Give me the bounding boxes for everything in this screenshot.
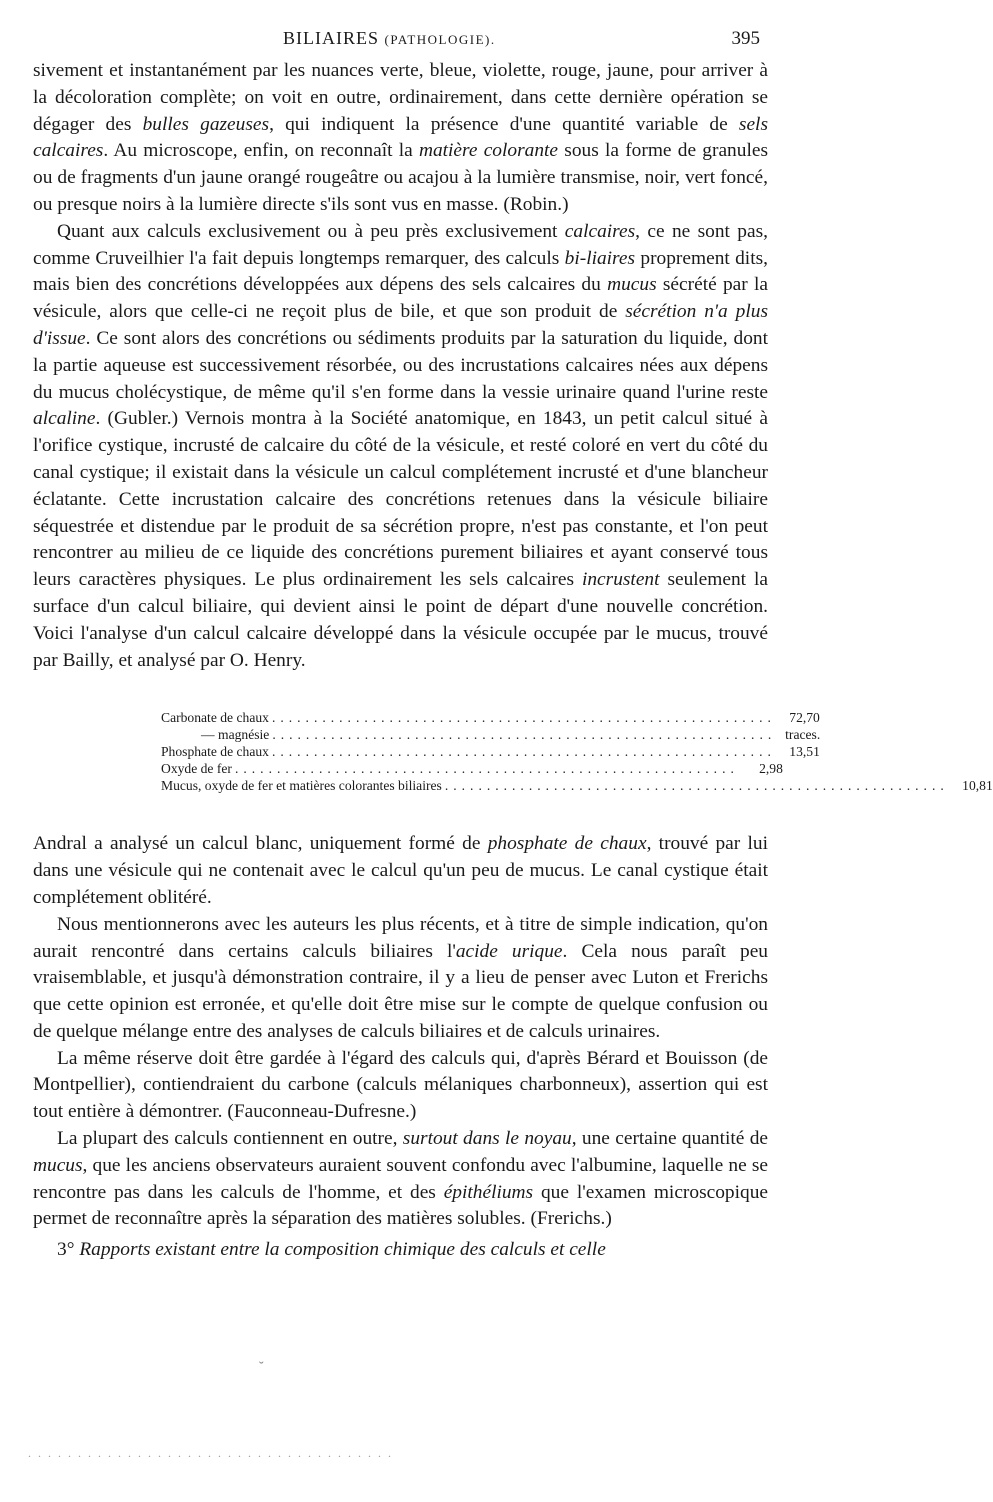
text-run: Quant aux calculs exclusivement ou à peu près exclusivement <box>57 220 565 242</box>
text-run: sivement et instantanément par les nuances verte, bleue, violette, rouge, jaune, pour arriver à la décoloration complète; on voit en outre, ordinairement, dans cette dernière opération se dégager des <box>33 60 768 135</box>
italic-phrase: surtout dans le noyau <box>402 1128 572 1150</box>
analysis-row <box>161 727 821 744</box>
italic-phrase: phosphate de chaux <box>487 833 647 855</box>
italic-phrase: matière colorante <box>418 140 559 162</box>
analysis-value: 10,81 <box>962 777 993 793</box>
running-head-title: BILIAIRES <box>283 28 379 48</box>
dot-leader: ............................................................ <box>271 743 776 759</box>
italic-phrase: bi-liaires <box>564 247 636 269</box>
text-run: . (Gubler.) Vernois montra à la Société anatomique, en 1843, un petit calcul situé à l'orifice cystique, incrusté de calcaire du côté de la vésicule, et resté coloré en vert du côté du canal cystique; il existait dans la vésicule un calcul complétement incrusté et d'une blancheur éclatante. Cette incrustation calcaire des concrétions retenues dans la vésicule biliaire séquestrée et distendue par le produit de sa sécrétion propre, n'est pas constante, et l'on peut rencontrer au milieu de ce liquide des concrétions purement biliaires et ayant conservé tous leurs caractères physiques. Le plus ordinairement les sels calcaires <box>33 408 768 591</box>
text-run: . Ce sont alors des concrétions ou sédiments produits par la saturation du liquide, dont la partie aqueuse est successivement résorbée, ou des incrustations calcaires nées aux dépens du mucus cholécystique, de même qu'il s'en forme dans la vessie urinaire quand l'urine reste <box>33 327 768 403</box>
analysis-label: Carbonate de chaux <box>161 710 269 726</box>
italic-phrase: calcaires <box>564 220 636 242</box>
analysis-row <box>161 743 820 761</box>
italic-phrase: bulles gazeuses <box>142 113 270 135</box>
body-text-lower <box>33 831 768 1264</box>
analysis-label: Oxyde de fer <box>161 760 232 776</box>
text-run: , que les anciens observateurs auraient souvent confondu avec l'albumine, laquelle ne se rencontre pas dans les calculs de l'homme, et des <box>33 1154 768 1203</box>
dot-leader: ............................................................ <box>234 760 739 776</box>
print-artifact: ˘ <box>259 1360 264 1375</box>
text-run: La plupart des calculs contiennent en outre, <box>57 1128 403 1150</box>
book-page <box>33 28 993 1264</box>
analysis-value: 2,98 <box>759 760 783 776</box>
text-run: , trouvé par lui dans une vésicule qui ne contenait avec le calcul qu'un peu de mucus. Le canal cystique était complétement oblitéré. <box>33 833 768 908</box>
italic-phrase: mucus <box>33 1154 83 1176</box>
analysis-table <box>161 710 993 794</box>
text-run: 3° <box>57 1239 80 1261</box>
analysis-row <box>161 760 783 778</box>
text-run: proprement dits, mais bien des concrétions développées aux dépens des sels calcaires du <box>33 247 768 296</box>
analysis-value: traces. <box>785 727 821 743</box>
paragraph <box>33 831 768 911</box>
paragraph <box>33 912 768 1046</box>
dot-leader: ............................................................ <box>444 777 949 793</box>
italic-phrase: sécrétion n'a plus d'issue <box>33 301 768 349</box>
italic-phrase: sels calcaires <box>33 113 768 162</box>
paragraph <box>33 219 768 675</box>
text-run: sous la forme de granules ou de fragments d'un jaune orangé rougeâtre ou acajou à la lumière transmise, noir, vert foncé, ou presque noirs à la lumière directe s'ils sont vus en masse. (Robin.) <box>33 140 768 215</box>
italic-phrase: Rapports existant entre la composition chimique des calculs et celle <box>79 1239 606 1261</box>
paragraph <box>33 58 768 219</box>
analysis-label: — magnésie <box>201 727 270 743</box>
text-run: sécrété par la vésicule, alors que celle-ci ne reçoit plus de bile, et que son produit de <box>33 274 768 323</box>
running-head <box>283 28 496 49</box>
print-artifact-dots: ..................................... <box>28 1446 398 1460</box>
text-run: seulement la surface d'un calcul biliaire, qui devient ainsi le point de départ d'une nouvelle concrétion. Voici l'analyse d'un calcul calcaire développé dans la vésicule occupée par le mucus, trouvé par Bailly, et analysé par O. Henry. <box>33 569 768 671</box>
text-run: La même réserve doit être gardée à l'égard des calculs qui, d'après Bérard et Bouisson (de Montpellier), contiendraient du carbone (calculs mélaniques charbonneux), assertion qui est tout entière à démontrer. (Fauconneau-Dufresne.) <box>33 1047 768 1123</box>
italic-phrase: mucus <box>607 274 657 296</box>
italic-phrase: alcaline <box>33 408 96 430</box>
analysis-value: 72,70 <box>789 710 820 726</box>
analysis-row <box>161 777 993 795</box>
paragraph <box>33 1126 768 1233</box>
text-run: . Au microscope, enfin, on reconnaît la <box>103 140 419 162</box>
page-header <box>33 28 768 58</box>
text-run: Andral a analysé un calcul blanc, uniquement formé de <box>33 833 488 855</box>
italic-phrase: épithéliums <box>443 1181 534 1203</box>
text-run: , qui indiquent la présence d'une quantité variable de <box>269 113 739 135</box>
body-text-upper <box>33 58 768 674</box>
text-run: , une certaine quantité de <box>571 1128 768 1150</box>
text-run: que l'examen microscopique permet de reconnaître après la séparation des matières solubles. (Frerichs.) <box>33 1181 768 1230</box>
italic-phrase: acide urique <box>455 940 563 962</box>
section-heading <box>33 1237 768 1264</box>
analysis-label: Mucus, oxyde de fer et matières colorantes biliaires <box>161 777 442 793</box>
analysis-row <box>161 710 820 727</box>
running-head-subtitle: (PATHOLOGIE). <box>384 32 496 47</box>
text-run: . Cela nous paraît peu vraisemblable, et jusqu'à démonstration contraire, il y a lieu de penser avec Luton et Frerichs que cette opinion est erronée, et qu'elle doit être mise sur le compte de quelque confusion ou de quelque mélange entre des analyses de calculs biliaires et de calculs urinaires. <box>33 940 768 1042</box>
analysis-label: Phosphate de chaux <box>161 743 269 759</box>
dot-leader: ............................................................ <box>272 727 777 743</box>
dot-leader: ............................................................ <box>271 710 776 726</box>
text-run: , ce ne sont pas, comme Cruveilhier l'a fait depuis longtemps remarquer, des calculs <box>33 220 768 269</box>
page-number: 395 <box>731 28 760 49</box>
analysis-value: 13,51 <box>789 743 820 759</box>
italic-phrase: incrustent <box>581 569 660 591</box>
paragraph <box>33 1046 768 1126</box>
text-run: Nous mentionnerons avec les auteurs les plus récents, et à titre de simple indication, qu'on aurait rencontré dans certains calculs biliaires l' <box>33 913 768 962</box>
